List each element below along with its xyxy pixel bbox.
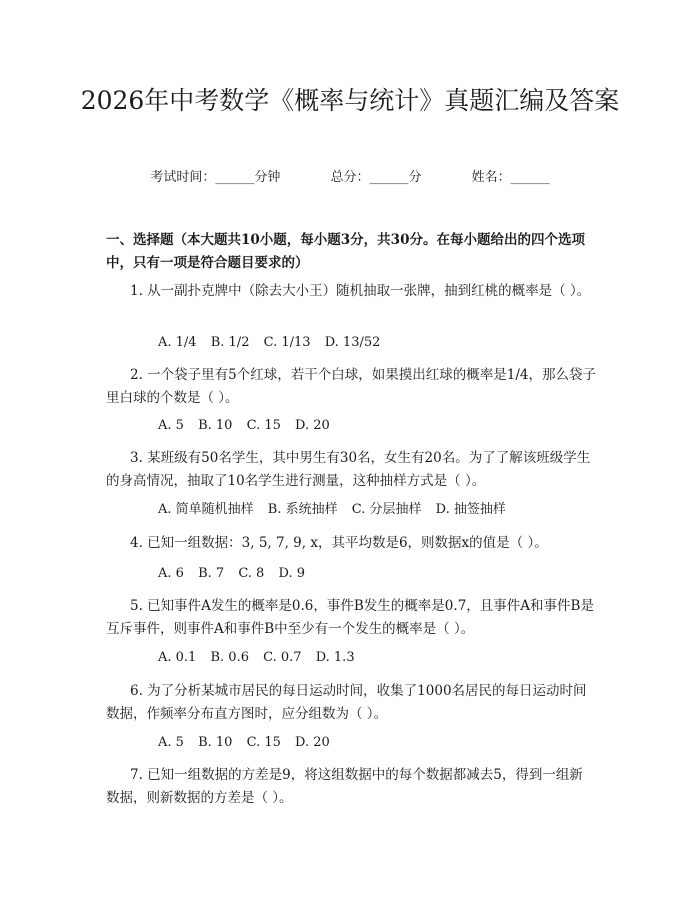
option-d: D. 9 (278, 566, 305, 581)
option-b: B. 1/2 (210, 335, 250, 350)
option-d: D. 20 (295, 735, 330, 750)
exam-meta (0, 168, 700, 188)
option-c: C. 15 (246, 418, 281, 433)
document-title: 2026年中考数学《概率与统计》真题汇编及答案 (80, 86, 620, 115)
question-options (158, 733, 340, 753)
option-c: C. 8 (238, 566, 265, 581)
option-d: D. 13/52 (324, 335, 381, 350)
question-options (158, 564, 315, 584)
total-score-field: 总分：______分 (330, 170, 422, 185)
option-b: B. 系统抽样 (267, 502, 338, 517)
option-c: C. 1/13 (263, 335, 311, 350)
section-heading: 一、选择题（本大题共10小题，每小题3分，共30分。在每小题给出的四个选项中，只有一项是符合题目要求的） (106, 232, 585, 271)
question-options (158, 333, 390, 353)
option-a: A. 0.1 (158, 650, 197, 665)
option-d: D. 抽签抽样 (435, 502, 506, 517)
option-a: A. 1/4 (158, 335, 197, 350)
exam-time-field: 考试时间：______分钟 (150, 170, 281, 185)
question-options (158, 500, 516, 520)
option-b: B. 7 (198, 566, 225, 581)
option-a: A. 5 (158, 418, 184, 433)
option-d: D. 20 (295, 418, 330, 433)
option-d: D. 1.3 (315, 650, 355, 665)
question-stem: 1. 从一副扑克牌中（除去大小王）随机抽取一张牌，抽到红桃的概率是（ ）。 (130, 283, 591, 299)
question-stem: 4. 已知一组数据：3, 5, 7, 9, x，其平均数是6，则数据x的值是（ ）。 (130, 535, 548, 551)
student-name-field: 姓名：______ (471, 170, 550, 185)
question-stem: 7. 已知一组数据的方差是9，将这组数据中的每个数据都减去5，得到一组新数据，则新数据的方差是（ ）。 (106, 767, 583, 806)
question-options (158, 416, 340, 436)
option-c: C. 分层抽样 (351, 502, 422, 517)
question-stem: 3. 某班级有50名学生，其中男生有30名，女生有20名。为了了解该班级学生的身高情况，抽取了10名学生进行测量，这种抽样方式是（ ）。 (106, 450, 591, 489)
question-stem: 5. 已知事件A发生的概率是0.6，事件B发生的概率是0.7，且事件A和事件B是互斥事件，则事件A和事件B中至少有一个发生的概率是（ ）。 (106, 598, 594, 637)
question-options (158, 648, 365, 668)
option-b: B. 10 (198, 735, 233, 750)
option-c: C. 0.7 (263, 650, 302, 665)
question-stem: 2. 一个袋子里有5个红球，若干个白球，如果摸出红球的概率是1/4，那么袋子里白球的个数是（ ）。 (106, 367, 596, 406)
option-a: A. 6 (158, 566, 184, 581)
option-a: A. 简单随机抽样 (158, 502, 254, 517)
option-a: A. 5 (158, 735, 184, 750)
option-c: C. 15 (246, 735, 281, 750)
question-stem: 6. 为了分析某城市居民的每日运动时间，收集了1000名居民的每日运动时间数据，作频率分布直方图时，应分组数为（ ）。 (106, 683, 587, 722)
option-b: B. 0.6 (210, 650, 249, 665)
option-b: B. 10 (198, 418, 233, 433)
